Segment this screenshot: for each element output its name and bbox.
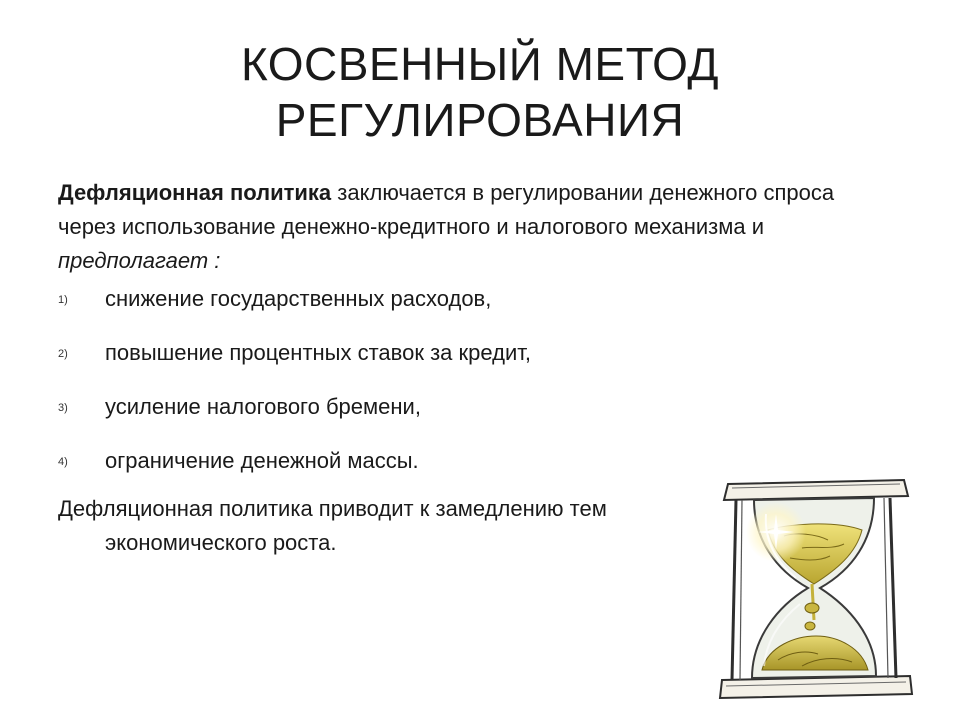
slide-title-line-1: КОСВЕННЫЙ МЕТОД	[240, 38, 720, 90]
intro-emphasis: предполагает :	[58, 248, 221, 273]
falling-coin	[805, 622, 815, 630]
list-item	[58, 390, 698, 444]
hourglass-right-post	[890, 498, 896, 678]
measures-list	[58, 282, 698, 498]
intro-paragraph	[58, 176, 858, 278]
slide-title	[0, 36, 960, 148]
list-item-number: 3)	[58, 402, 68, 414]
intro-term: Дефляционная политика	[58, 180, 332, 205]
hourglass-left-post	[732, 500, 736, 680]
list-item-text: снижение государственных расходов,	[105, 286, 492, 311]
conclusion-line-2: экономического роста.	[105, 530, 337, 555]
list-item-number: 2)	[58, 348, 68, 360]
intro-text: заключается в регулировании денежного спроса через использование денежно-кредитного и налогового механизма и	[58, 180, 835, 239]
list-item-text: повышение процентных ставок за кредит,	[105, 340, 531, 365]
list-item-text: ограничение денежной массы.	[105, 448, 419, 473]
falling-coin	[805, 603, 819, 613]
list-item	[58, 282, 698, 336]
list-item-number: 1)	[58, 294, 68, 306]
slide-title-line-2: РЕГУЛИРОВАНИЯ	[275, 94, 685, 146]
hourglass-bottom-plate	[720, 676, 912, 698]
conclusion-line-1: Дефляционная политика приводит к замедлению тем	[58, 496, 607, 521]
hourglass-illustration	[706, 470, 918, 706]
list-item-number: 4)	[58, 456, 68, 468]
hourglass-top-plate	[724, 480, 908, 500]
list-item	[58, 336, 698, 390]
list-item-text: усиление налогового бремени,	[105, 394, 421, 419]
conclusion-paragraph	[58, 492, 708, 568]
list-item	[58, 444, 698, 498]
